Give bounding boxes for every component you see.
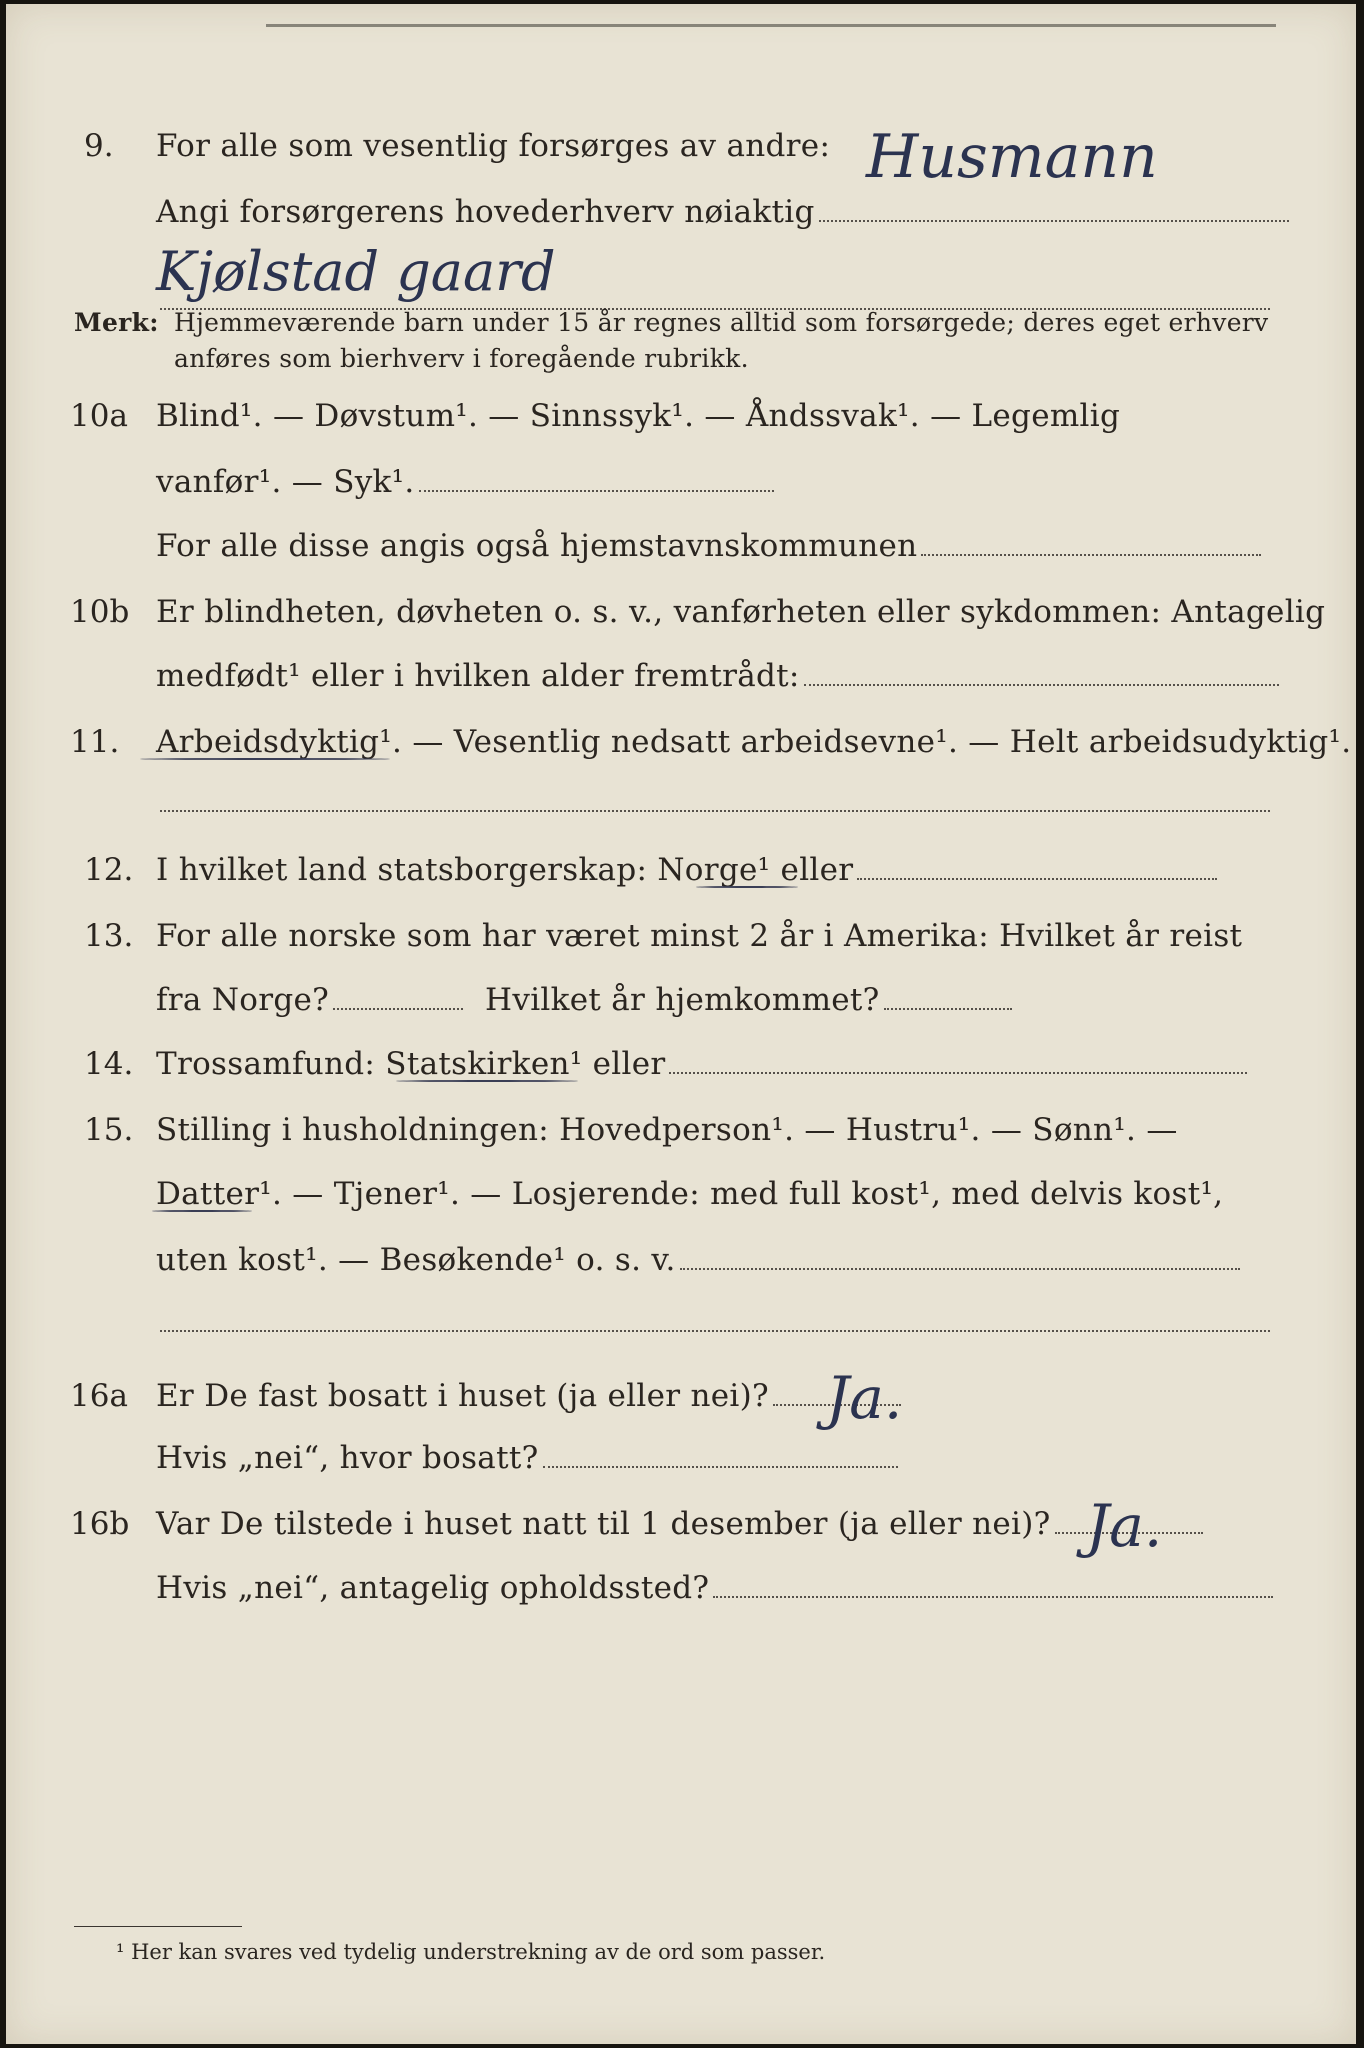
q13-dotline-1 bbox=[333, 1007, 463, 1010]
q16b-answer: Ja. bbox=[1086, 1492, 1163, 1560]
q10a-dotline bbox=[419, 489, 774, 492]
q14-dotline bbox=[669, 1071, 1247, 1074]
q10a-line1: Blind¹. — Døvstum¹. — Sinnssyk¹. — Åndssvak¹. — Legemlig bbox=[156, 398, 1121, 434]
q10a-line2 bbox=[156, 464, 774, 500]
q15-underline-answer bbox=[152, 1210, 252, 1212]
q16b-line2-text: Hvis „nei“, antagelig opholdssted? bbox=[156, 1570, 710, 1606]
merk-line1: Hjemmeværende barn under 15 år regnes alltid som forsørgede; deres eget erhverv bbox=[174, 308, 1269, 337]
q11-number: 11. bbox=[70, 724, 120, 760]
q10b-number: 10b bbox=[70, 594, 130, 630]
q11-dotline bbox=[160, 809, 1270, 812]
q9-line2 bbox=[156, 194, 1289, 230]
q16b-line2 bbox=[156, 1570, 1273, 1606]
q14-underline-answer bbox=[396, 1080, 578, 1082]
q9-answer-occupation: Husmann bbox=[866, 122, 1158, 192]
q15-line3-text: uten kost¹. — Besøkende¹ o. s. v. bbox=[156, 1242, 676, 1278]
q15-number: 15. bbox=[84, 1112, 134, 1148]
census-form-page bbox=[6, 4, 1356, 2044]
q15-line3 bbox=[156, 1242, 1240, 1278]
q10a-line3-text: For alle disse angis også hjemstavnskommunen bbox=[156, 528, 918, 564]
q16a-dotline-2 bbox=[543, 1465, 898, 1468]
q13-line1: For alle norske som har været minst 2 år i Amerika: Hvilket år reist bbox=[156, 918, 1243, 954]
q13-line2 bbox=[156, 982, 1012, 1018]
q15-line2: Datter¹. — Tjener¹. — Losjerende: med full kost¹, med delvis kost¹, bbox=[156, 1176, 1224, 1212]
q13-number: 13. bbox=[84, 918, 134, 954]
footnote-rule bbox=[74, 1926, 242, 1927]
top-edge-rule bbox=[266, 24, 1276, 27]
q13-dotline-2 bbox=[884, 1007, 1012, 1010]
merk-line2: anføres som bierhverv i foregående rubrikk. bbox=[174, 344, 749, 373]
q10a-line3 bbox=[156, 528, 1261, 564]
q16a-number: 16a bbox=[70, 1378, 128, 1414]
q15-line4 bbox=[156, 1304, 1270, 1340]
q16a-line2 bbox=[156, 1440, 898, 1476]
q11-underline-answer bbox=[140, 758, 390, 760]
q10b-dotline bbox=[804, 683, 1279, 686]
q14-line1 bbox=[156, 1046, 1247, 1082]
q13-line2b-text: Hvilket år hjemkommet? bbox=[485, 982, 880, 1018]
q10a-number: 10a bbox=[70, 398, 128, 434]
merk-label: Merk: bbox=[74, 308, 159, 337]
q9-number: 9. bbox=[84, 128, 114, 164]
q15-dotline bbox=[680, 1267, 1240, 1270]
q10b-line1: Er blindheten, døvheten o. s. v., vanførheten eller sykdommen: Antagelig bbox=[156, 594, 1326, 630]
q13-line2a-text: fra Norge? bbox=[156, 982, 330, 1018]
q16a-line1 bbox=[156, 1378, 901, 1414]
q9-line2-text: Angi forsørgerens hovederhverv nøiaktig bbox=[156, 194, 815, 230]
q10a-dotline-2 bbox=[921, 553, 1261, 556]
q12-line1-text: I hvilket land statsborgerskap: Norge¹ eller bbox=[156, 852, 854, 888]
q14-line1-text: Trossamfund: Statskirken¹ eller bbox=[156, 1046, 666, 1082]
q10b-line2 bbox=[156, 658, 1279, 694]
q16a-line2-text: Hvis „nei“, hvor bosatt? bbox=[156, 1440, 539, 1476]
q12-number: 12. bbox=[84, 852, 134, 888]
q9-answer-place: Kjølstad gaard bbox=[156, 240, 556, 303]
q16a-line1-text: Er De fast bosatt i huset (ja eller nei)? bbox=[156, 1378, 769, 1414]
q16b-dotline-2 bbox=[713, 1595, 1273, 1598]
q10a-line2-text: vanfør¹. — Syk¹. bbox=[156, 464, 415, 500]
q10b-line2-text: medfødt¹ eller i hvilken alder fremtrådt: bbox=[156, 658, 800, 694]
q9-line1: For alle som vesentlig forsørges av andre: bbox=[156, 128, 831, 164]
q12-underline-answer bbox=[696, 886, 798, 888]
q12-line1 bbox=[156, 852, 1217, 888]
q14-number: 14. bbox=[84, 1046, 134, 1082]
q16b-number: 16b bbox=[70, 1506, 130, 1542]
q11-line1: Arbeidsdyktig¹. — Vesentlig nedsatt arbeidsevne¹. — Helt arbeidsudyktig¹. bbox=[156, 724, 1352, 760]
q15-dotline-2 bbox=[160, 1329, 1270, 1332]
q16b-line1 bbox=[156, 1506, 1203, 1542]
q12-dotline bbox=[857, 877, 1217, 880]
q15-line1: Stilling i husholdningen: Hovedperson¹. — Hustru¹. — Sønn¹. — bbox=[156, 1112, 1178, 1148]
q16b-line1-text: Var De tilstede i huset natt til 1 desember (ja eller nei)? bbox=[156, 1506, 1051, 1542]
q11-line2 bbox=[156, 784, 1270, 820]
q9-answer-dotline bbox=[819, 219, 1289, 222]
q16a-answer: Ja. bbox=[826, 1364, 903, 1432]
footnote: ¹ Her kan svares ved tydelig understrekning av de ord som passer. bbox=[116, 1940, 826, 1964]
